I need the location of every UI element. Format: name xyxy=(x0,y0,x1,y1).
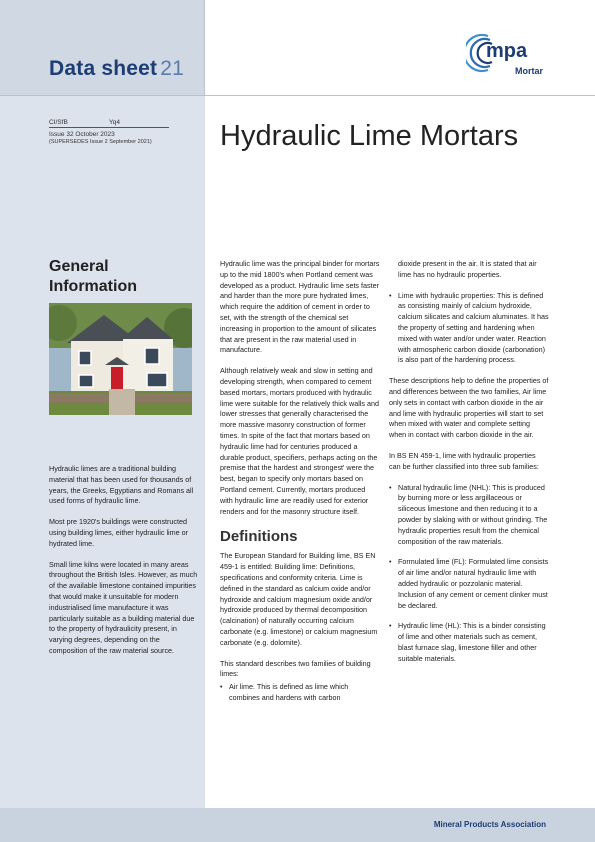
sidebar-paragraph: Hydraulic limes are a traditional building material that has been used for thousands of years, the Greeks, Egyptians and Romans all used forms of hydraulic lime. xyxy=(49,464,194,506)
body-column-left xyxy=(220,259,380,714)
list-item: • Formulated lime (FL): Formulated lime consists of air lime and/or natural hydraulic lime with added hydraulic or pozzolanic material. Inclusion of any cement or cement clinker must be declared. xyxy=(389,557,549,611)
cisfb-code: CI/SfB xyxy=(49,119,68,126)
footer-organisation: Mineral Products Association xyxy=(433,820,546,829)
list-item: • Air lime. This is defined as lime which combines and hardens with carbon xyxy=(220,682,380,704)
sidebar-paragraph: Most pre 1920's buildings were constructed using building limes, either hydraulic lime or hydrated lime. xyxy=(49,517,189,548)
header-band xyxy=(0,0,205,96)
body-paragraph: The European Standard for Building lime, BS EN 459-1 is entitled: Building lime: Definitions, specifications and conformity criteria. Lime is defined in the standard as calcium oxide and/or hydroxide and calcium magnesium oxide and/or hydroxide produced by thermal decomposition (calcination) of naturally occurring calcium carbonate (e.g. limestone) or calcium magnesium carbonate (e.g. dolomite). xyxy=(220,551,378,647)
body-paragraph: This standard describes two families of building limes: xyxy=(220,658,371,679)
sidebar-text xyxy=(49,464,199,667)
cottage-photo xyxy=(49,303,192,415)
supersedes-line: (SUPERSEDES Issue 2 September 2021) xyxy=(49,139,152,145)
data-sheet-number: 21 xyxy=(160,57,184,80)
list-item: • Lime with hydraulic properties: This is defined as consisting mainly of calcium hydroxide, calcium silicates and calcium aluminates. It has the property of setting and hardening when mixed with water and/or under water. Reaction with atmospheric carbon dioxide (carbonation) is also part of the hardening process. xyxy=(389,291,549,367)
classification-row xyxy=(49,117,169,128)
data-sheet-label: Data sheet xyxy=(49,57,158,80)
yq-code: Yq4 xyxy=(109,119,120,126)
list-item: • Natural hydraulic lime (NHL): This is produced by burning more or less argillaceous or siliceous limestone and then reducing it to a powder by slaking with or without grinding. The hydraulic properties result from the chemical composition of the raw materials. xyxy=(389,483,549,548)
list-item: • Hydraulic lime (HL): This is a binder consisting of lime and other materials such as cement, blast furnace slag, limestone filler and other suitable materials. xyxy=(389,621,549,664)
issue-line: Issue 32 October 2023 xyxy=(49,131,115,138)
sidebar-paragraph: Small lime kilns were located in many areas throughout the British Isles. However, as much of the available limestone contained impurities that would make it unsuitable for modern industrialised lime manufacture it was particularly suitable as a building material due to the property of hydraulicity present, in varying degrees, depending on the composition of the raw material source. xyxy=(49,559,198,655)
page-title: Hydraulic Lime Mortars xyxy=(220,120,519,152)
general-information-heading: General Information xyxy=(49,258,137,295)
body-paragraph: dioxide present in the air. It is stated that air lime has no hydraulic properties. xyxy=(398,259,537,279)
lime-families-list-cont xyxy=(389,291,549,367)
logo-subtitle: Mortar xyxy=(515,66,544,76)
definitions-heading: Definitions xyxy=(220,528,298,546)
lime-families-list xyxy=(220,682,380,704)
footer-band xyxy=(0,808,595,842)
body-column-right xyxy=(389,259,549,675)
body-paragraph: In BS EN 459-1, lime with hydraulic properties can be further classified into three sub families: xyxy=(389,450,539,471)
sub-families-list xyxy=(389,483,549,665)
header-divider xyxy=(0,95,595,96)
reference-block xyxy=(49,117,169,146)
body-paragraph: Although relatively weak and slow in setting and developing strength, when compared to cement based mortars, mortars produced with hydraulic lime were suitable for the relatively thick walls and lower stresses that generally characterised the more massive masonry construction of former times. In spite of the fact that mortars based on hydraulic lime had for centuries produced a durable product, specifiers, perhaps acting on the premise that the hardest and strongest' were the best, began to specify only mortars based on Portland cement. Currently, mortars produced with hydraulic lime are readily used for exterior renders and for the masonry structure itself. xyxy=(220,366,379,516)
data-sheet-title xyxy=(49,57,184,81)
body-paragraph: These descriptions help to define the properties of and differences between the two families, Air lime only sets in contact with carbon dioxide in the air and lime with hydraulic properties will start to set when mixed with water and complete setting when in contact with carbon dioxide in the air. xyxy=(389,376,549,440)
logo-wordmark: mpa xyxy=(486,40,528,62)
body-paragraph: Hydraulic lime was the principal binder for mortars up to the mid 1800's when Portland cement was developed as a product. Hydraulic lime sets faster and harder than the more pure hydrated limes, which require the addition of cement in order to set, with the strength of the chemical set increasing in proportion to the amount of silicates that are present in the raw material used in manufacture. xyxy=(220,259,380,355)
